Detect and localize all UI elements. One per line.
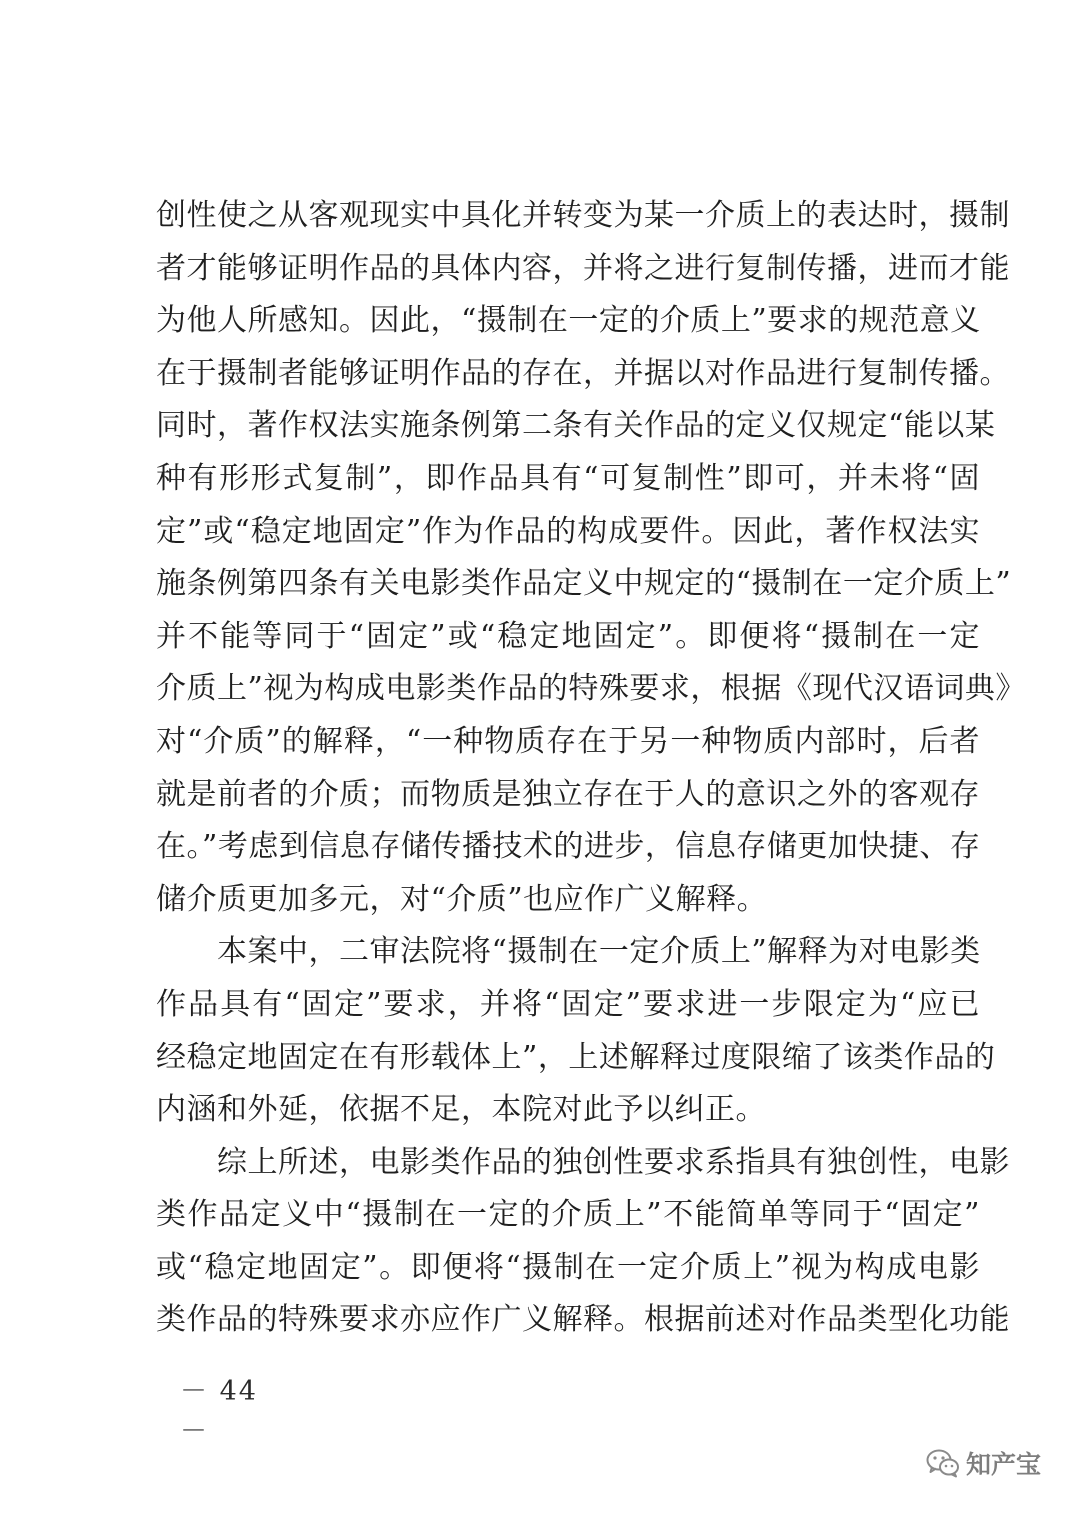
text-line: 就是前者的介质；而物质是独立存在于人的意识之外的客观存: [156, 776, 980, 812]
text-line: 综上所述，电影类作品的独创性要求系指具有独创性，电影: [156, 1144, 1010, 1180]
text-line: 类作品定义中“摄制在一定的介质上”不能简单等同于“固定”: [156, 1197, 980, 1233]
text-line: 同时，著作权法实施条例第二条有关作品的定义仅规定“能以某: [156, 408, 996, 444]
text-line: 内涵和外延，依据不足，本院对此予以纠正。: [156, 1092, 766, 1128]
text-line: 作品具有“固定”要求，并将“固定”要求进一步限定为“应已: [156, 986, 980, 1022]
page-number: － 44 －: [180, 1376, 258, 1447]
watermark: [926, 1440, 1041, 1486]
text-line: 在。”考虑到信息存储传播技术的进步，信息存储更加快捷、存: [156, 829, 981, 865]
text-line: 经稳定地固定在有形载体上”，上述解释过度限缩了该类作品的: [156, 1039, 996, 1075]
text-line: 者才能够证明作品的具体内容，并将之进行复制传播，进而才能: [156, 250, 1010, 286]
text-line: 储介质更加多元，对“介质”也应作广义解释。: [156, 881, 768, 917]
text-line: 创性使之从客观现实中具化并转变为某一介质上的表达时，摄制: [156, 198, 1010, 233]
text-line: 介质上”视为构成电影类作品的特殊要求，根据《现代汉语词典》: [156, 671, 1026, 707]
text-line: 或“稳定地固定”。即便将“摄制在一定介质上”视为构成电影: [156, 1249, 980, 1285]
text-line: 种有形形式复制”，即作品具有“可复制性”即可，并未将“固: [156, 460, 980, 496]
text-line: 本案中，二审法院将“摄制在一定介质上”解释为对电影类: [156, 934, 981, 970]
text-line: 定”或“稳定地固定”作为作品的构成要件。因此，著作权法实: [156, 513, 980, 549]
text-line: 对“介质”的解释，“一种物质存在于另一种物质内部时，后者: [156, 723, 980, 759]
text-line: 为他人所感知。因此，“摄制在一定的介质上”要求的规范意义: [156, 303, 981, 339]
text-line: 类作品的特殊要求亦应作广义解释。根据前述对作品类型化功能: [156, 1302, 1010, 1338]
watermark-label: 知产宝: [966, 1450, 1042, 1479]
wechat-icon: [926, 1448, 960, 1478]
text-line: 在于摄制者能够证明作品的存在，并据以对作品进行复制传播。: [156, 355, 1010, 391]
text-line: 并不能等同于“固定”或“稳定地固定”。即便将“摄制在一定: [156, 618, 980, 654]
body-text: [156, 190, 1026, 1347]
text-line: 施条例第四条有关电影类作品定义中规定的“摄制在一定介质上”: [156, 566, 1012, 602]
